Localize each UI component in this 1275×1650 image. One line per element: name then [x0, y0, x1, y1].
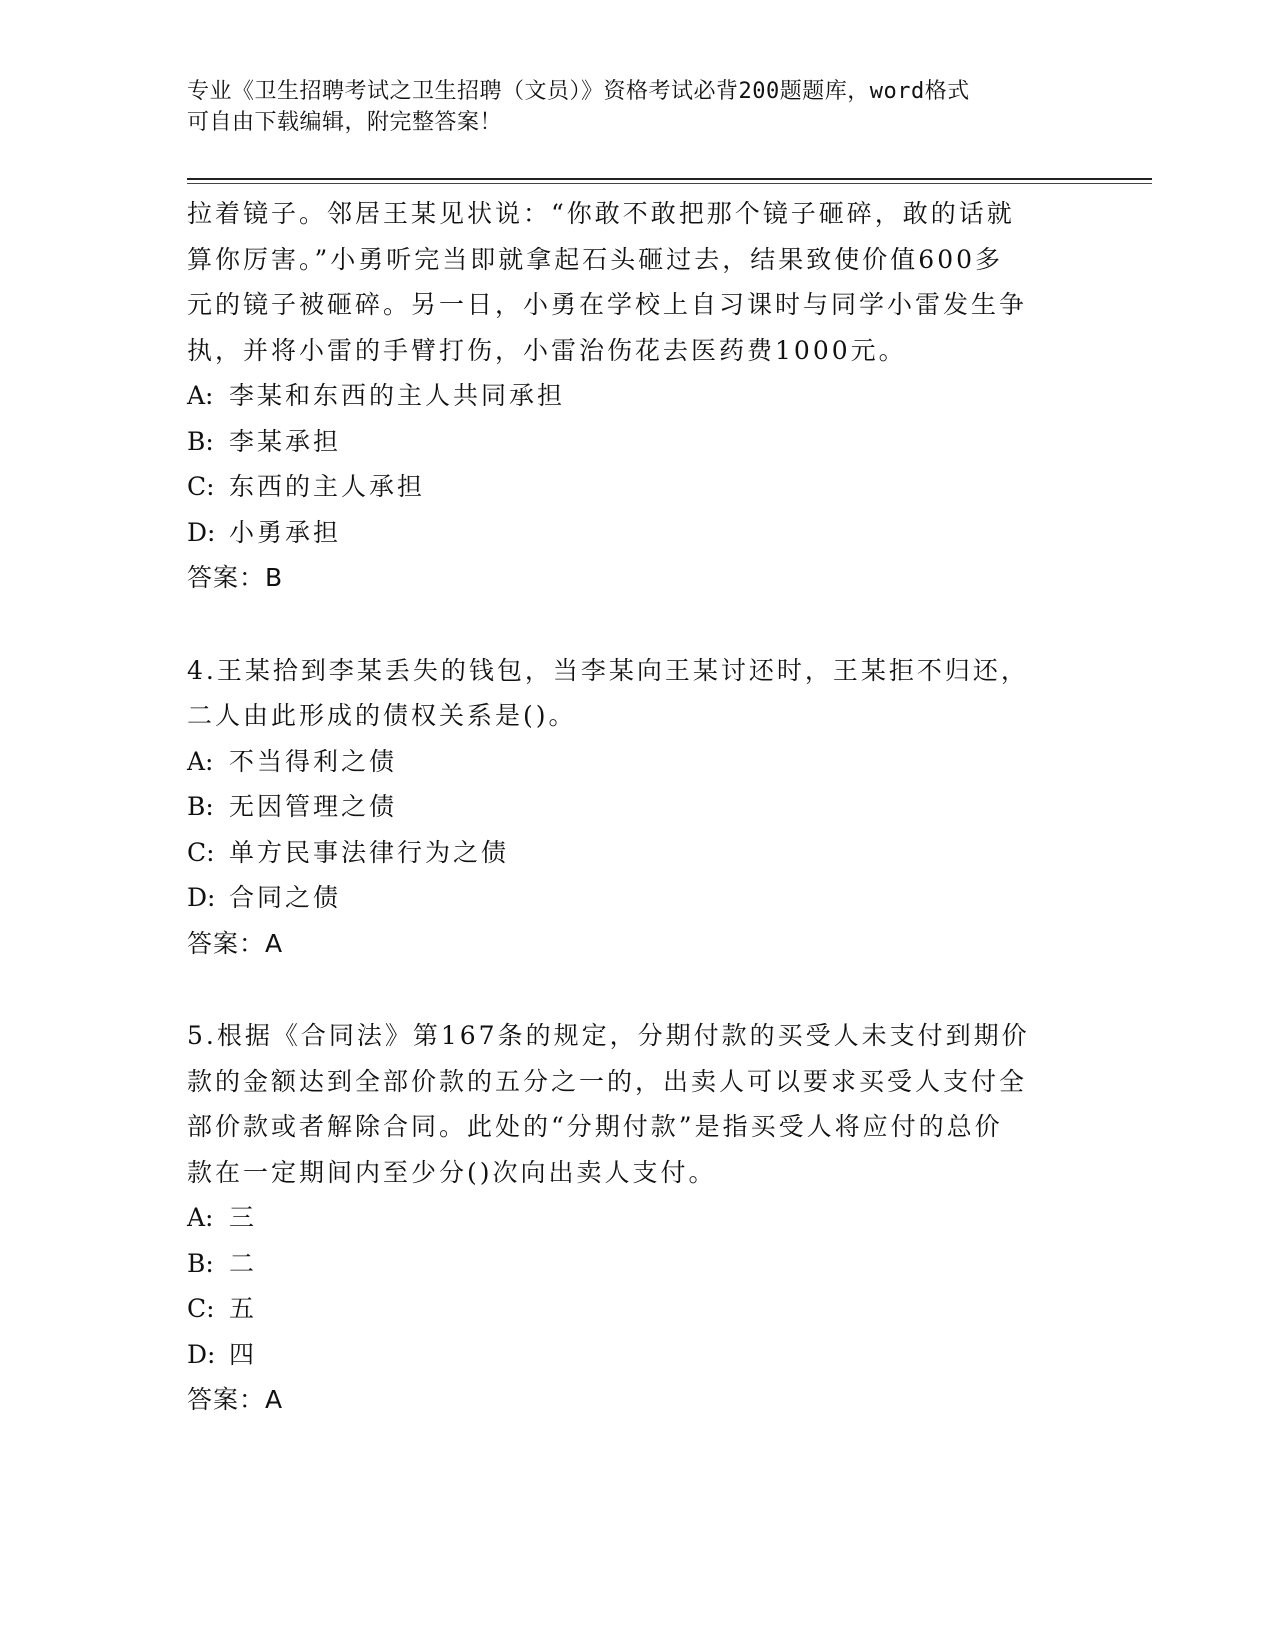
option-letter: C:	[187, 837, 215, 867]
question-4-option-a	[187, 739, 1077, 785]
question-3-stem-line: 元的镜子被砸碎。另一日，小勇在学校上自习课时与同学小雷发生争	[187, 290, 1028, 319]
question-3-option-a	[187, 373, 1077, 419]
option-text: 合同之债	[229, 883, 342, 912]
header-line-2: 可自由下载编辑，附完整答案！	[187, 110, 503, 135]
question-5-option-c	[187, 1286, 1077, 1332]
question-4-option-b	[187, 784, 1077, 830]
question-3-stem-line: 拉着镜子。邻居王某见状说：“你敢不敢把那个镜子砸碎，敢的话就	[187, 199, 1015, 228]
question-5-option-d	[187, 1332, 1077, 1378]
option-letter: D:	[187, 517, 216, 547]
question-spacer	[187, 966, 1077, 1013]
question-3-stem-line: 执，并将小雷的手臂打伤，小雷治伤花去医药费1000元。	[187, 335, 907, 365]
question-5-stem-line: 5.根据《合同法》第167条的规定，分期付款的买受人未支付到期价	[187, 1021, 1030, 1050]
option-letter: B:	[187, 792, 214, 821]
question-4-option-d	[187, 875, 1077, 921]
option-letter: B:	[187, 426, 214, 456]
option-text: 二	[229, 1248, 258, 1278]
option-text: 三	[229, 1203, 258, 1232]
option-letter: B:	[187, 1248, 214, 1278]
question-4	[187, 648, 1077, 967]
option-letter: A:	[187, 381, 214, 410]
option-letter: D:	[187, 883, 216, 912]
question-4-option-c	[187, 830, 1077, 876]
option-text: 不当得利之债	[229, 746, 398, 776]
question-3	[187, 191, 1077, 601]
document-header	[187, 76, 1067, 138]
option-text: 东西的主人承担	[229, 472, 426, 501]
header-divider-thin	[187, 183, 1152, 184]
option-letter: C:	[187, 1294, 215, 1323]
question-3-answer: 答案：B	[187, 563, 284, 592]
option-text: 无因管理之债	[229, 792, 398, 821]
option-letter: A:	[187, 1203, 214, 1232]
question-5-option-b	[187, 1241, 1077, 1287]
question-5-option-a	[187, 1195, 1077, 1241]
option-text: 小勇承担	[229, 517, 342, 547]
option-text: 四	[229, 1339, 258, 1369]
question-4-stem-line: 4.王某拾到李某丢失的钱包，当李某向王某讨还时，王某拒不归还，	[187, 655, 1029, 685]
question-5-answer: 答案：A	[187, 1385, 284, 1414]
question-3-option-d	[187, 510, 1077, 556]
option-text: 李某和东西的主人共同承担	[229, 381, 566, 410]
option-letter: C:	[187, 472, 215, 501]
question-3-stem-line: 算你厉害。”小勇听完当即就拿起石头砸过去，结果致使价值600多	[187, 244, 1004, 274]
question-5-stem-line: 部价款或者解除合同。此处的“分期付款”是指买受人将应付的总价	[187, 1112, 1003, 1141]
question-4-answer: 答案：A	[187, 928, 284, 958]
question-5-stem-line: 款的金额达到全部价款的五分之一的，出卖人可以要求买受人支付全	[187, 1066, 1028, 1096]
question-4-stem-line: 二人由此形成的债权关系是()。	[187, 701, 577, 730]
question-5-stem-line: 款在一定期间内至少分()次向出卖人支付。	[187, 1157, 717, 1187]
option-letter: D:	[187, 1339, 216, 1369]
question-3-option-c	[187, 464, 1077, 510]
question-list	[187, 191, 1077, 1423]
question-5	[187, 1013, 1077, 1423]
option-letter: A:	[187, 746, 214, 776]
question-spacer	[187, 601, 1077, 648]
option-text: 单方民事法律行为之债	[229, 837, 510, 867]
header-divider-thick	[187, 178, 1152, 180]
option-text: 五	[229, 1294, 258, 1323]
header-line-1: 专业《卫生招聘考试之卫生招聘（文员）》资格考试必背200题题库，word格式	[187, 79, 970, 104]
option-text: 李某承担	[229, 426, 342, 456]
question-3-option-b	[187, 419, 1077, 465]
